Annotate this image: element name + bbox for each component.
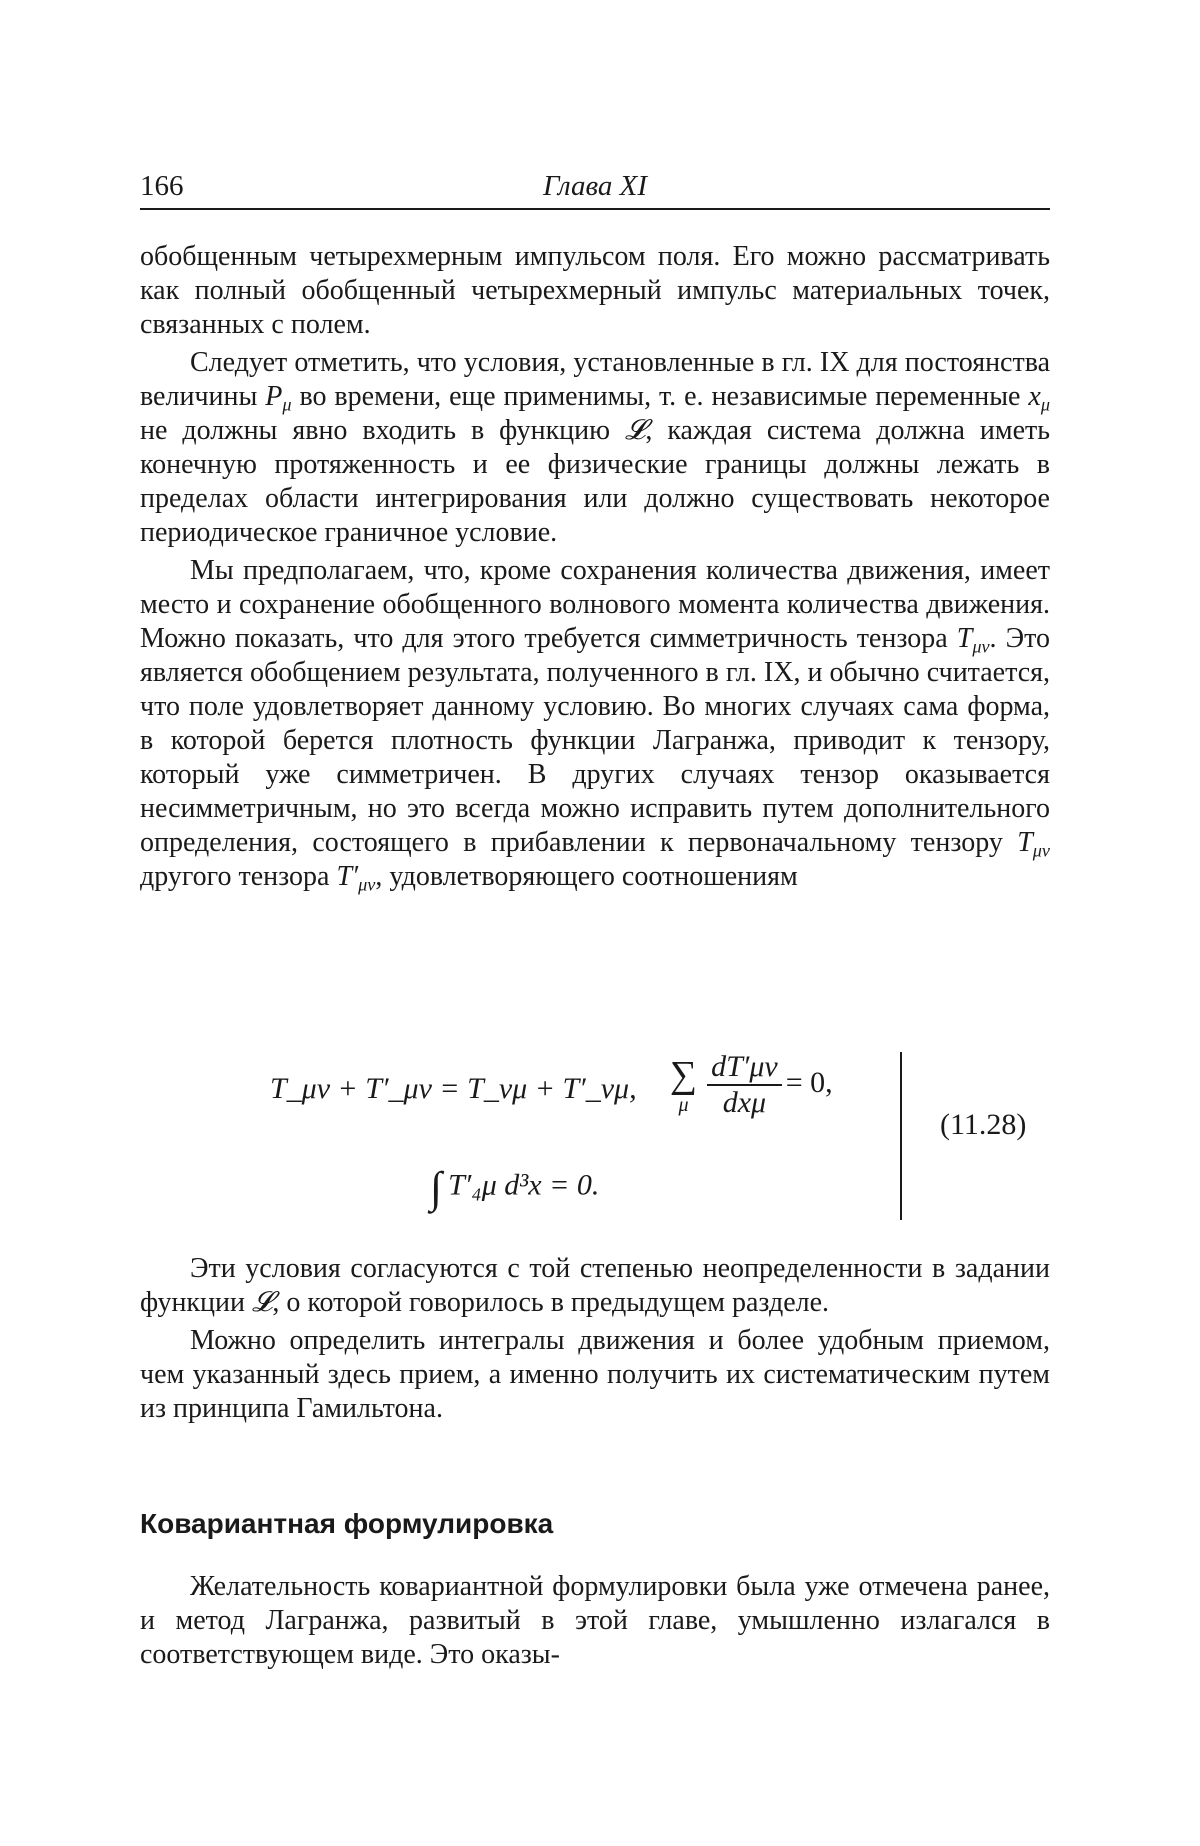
symbol-t: T — [956, 623, 973, 654]
equation-symmetry-condition: T_μν + T′_μν = T_νμ + T′_νμ, — [270, 1072, 637, 1105]
paragraph-5 — [140, 1324, 1050, 1426]
equation-divergence-condition — [670, 1050, 833, 1120]
sum-index: μ — [678, 1094, 689, 1116]
symbol-lagrangian: 𝓛 — [252, 1287, 273, 1318]
symbol-x-mu — [1028, 381, 1050, 415]
subscript-munu: μν — [358, 874, 376, 895]
symbol-t-prime-munu — [336, 861, 376, 895]
paragraph-3-text-4: , удовлетворяющего соотношениям — [375, 861, 798, 892]
paragraph-2-text-4: , каждая система должна иметь конечную протяженность и ее физические границы должны лежать в пределах области интегрирования или должно существовать некоторое периодическое граничное условие. — [140, 415, 1050, 548]
subscript-munu: μν — [1032, 840, 1050, 861]
sum-sign: ∑ — [670, 1054, 698, 1096]
paragraph-6: Желательность ковариантной формулировки была уже отмечена ранее, и метод Лагранжа, развитый в этой главе, умышленно излагался в соответствующем виде. Это оказы- — [140, 1571, 1050, 1670]
integral-sign: ∫ — [430, 1163, 443, 1212]
section-text — [140, 1570, 1050, 1672]
symbol-t-prime: T′ — [336, 861, 359, 892]
subscript-munu: μν — [972, 636, 990, 657]
paragraph-2-text-3: не должны явно входить в функцию — [140, 415, 626, 446]
fraction-denominator: dxμ — [722, 1086, 767, 1119]
equals-zero: = 0, — [785, 1065, 833, 1099]
fraction-numerator: dT′μν — [707, 1050, 782, 1086]
symbol-lagrangian: 𝓛 — [625, 415, 646, 446]
paragraph-4-text-1: Эти условия согласуются с той степенью неопределенности в задании функции — [140, 1253, 1050, 1318]
paragraph-2-text-2: во времени, еще применимы, т. е. независимые переменные — [291, 381, 1029, 412]
paragraph-1 — [140, 240, 1050, 342]
sum-symbol — [670, 1055, 697, 1115]
equation-number: (11.28) — [940, 1108, 1027, 1141]
paragraph-1-text: обобщенным четырехмерным импульсом поля. Его можно рассматривать как полный обобщенный четырехмерный импульс материальных точек, связанных с полем. — [140, 241, 1050, 340]
text-after-equation — [140, 1252, 1050, 1426]
paragraph-5-text: Можно определить интегралы движения и более удобным приемом, чем указанный здесь прием, а именно получить их систематическим путем из принципа Гамильтона. — [140, 1325, 1050, 1424]
subscript-mu: μ — [1040, 394, 1050, 415]
derivative-fraction — [707, 1050, 782, 1120]
paragraph-3-text-3: другого тензора — [140, 861, 337, 892]
equation-integral-condition — [430, 1162, 599, 1213]
chapter-title: Глава XI — [543, 170, 647, 202]
symbol-t: T — [1017, 827, 1033, 858]
subscript-mu: μ — [282, 394, 292, 415]
paragraph-4 — [140, 1252, 1050, 1320]
running-head — [140, 168, 1050, 210]
integral-expression: T′₄μ d³x = 0. — [448, 1168, 600, 1202]
grouping-bracket — [900, 1052, 912, 1220]
symbol-p: P — [265, 381, 283, 412]
page-number: 166 — [140, 170, 184, 202]
symbol-x: x — [1028, 381, 1041, 412]
symbol-t-munu — [956, 623, 990, 657]
paragraph-3-text-2: . Это является обобщением результата, полученного в гл. IX, и обычно считается, что поле удовлетворяет данному условию. Во многих случаях сама форма, в которой берется плотность функции Лагранжа, приводит к тензору, который уже симметричен. В других случаях тензор оказывается несимметричным, но это всегда можно исправить путем дополнительного определения, состоящего в прибавлении к первоначальному тензору — [140, 623, 1050, 858]
section-heading: Ковариантная формулировка — [140, 1508, 554, 1539]
symbol-p-mu — [265, 381, 292, 415]
symbol-t-munu-2 — [1017, 827, 1050, 861]
equation-11-28 — [140, 1050, 1050, 1230]
paragraph-2 — [140, 346, 1050, 550]
paragraph-3 — [140, 554, 1050, 894]
paragraph-4-text-2: , о которой говорилось в предыдущем разделе. — [272, 1287, 830, 1318]
body-text — [140, 240, 1050, 894]
paragraph-3-text-1: Мы предполагаем, что, кроме сохранения количества движения, имеет место и сохранение обобщенного волнового момента количества движения. Можно показать, что для этого требуется симметричность тензора — [140, 555, 1050, 654]
paragraph-2-text-1: Следует отметить, что условия, установленные в гл. IX для постоянства величины — [140, 347, 1050, 412]
